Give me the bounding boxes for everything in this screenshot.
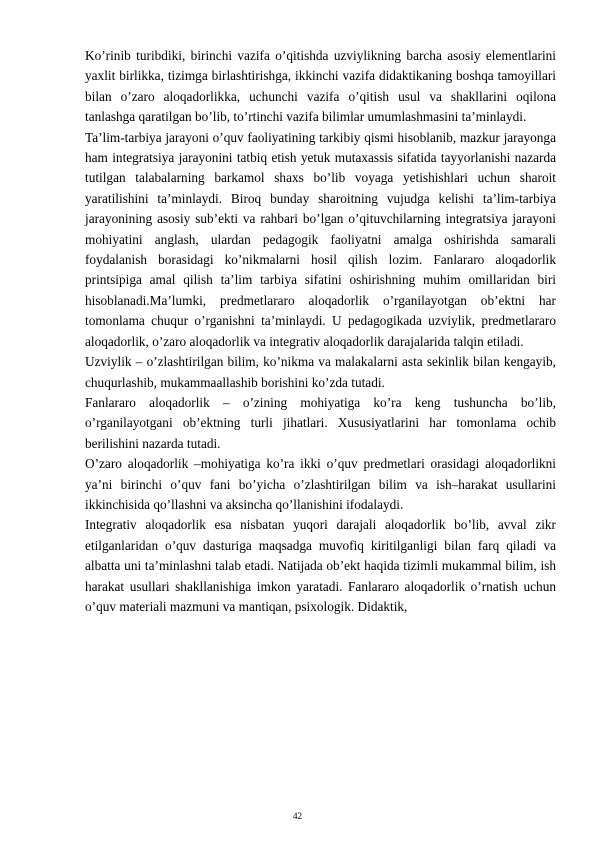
page-number: 42 (293, 811, 302, 821)
paragraph-6: Integrativ aloqadorlik esa nisbatan yuqori darajali aloqadorlik bo’lib, avval zikr etilganlaridan o’quv dasturiga maqsadga muvofiq kiritilganligi bilan farq qiladi va albatta uni ta’minlashni talab etadi. Natijada ob’ekt haqida tizimli mukammal bilim, ish harakat usullari shakllanishiga imkon yaratadi. Fanlararo aloqadorlik o’rnatish uchun o’quv materiali mazmuni va mantiqan, psixologik. Didaktik, (85, 517, 556, 614)
paragraph-2: Ta’lim-tarbiya jarayoni o’quv faoliyatining tarkibiy qismi hisoblanib, mazkur jarayonga ham integratsiya jarayonini tatbiq etish yetuk mutaxassis sifatida tayyorlanishi nazarda tutilgan talabalarning barkamol shaxs bo’lib voyaga yetishishlari uchun sharoit yaratilishini ta’minlaydi. Biroq bunday sharoitning vujudga kelishi ta’lim-tarbiya jarayonining asosiy sub’ekti va rahbari bo’lgan o’qituvchilarning integratsiya jarayoni mohiyatini anglash, ulardan pedagogik faoliyatni amalga oshirishda samarali foydalanish borasidagi ko’nikmalarni hosil qilish lozim. Fanlararo aloqadorlik printsipiga amal qilish ta’lim tarbiya sifatini oshirishning muhim omillaridan biri hisoblanadi.Ma’lumki, predmetlararo aloqadorlik o’rganilayotgan ob’ektni har tomonlama chuqur o’rganishni ta’minlaydi. U pedagogikada uzviylik, predmetlararo aloqadorlik, o’zaro aloqadorlik va integrativ aloqadorlik darajalarida talqin etiladi. (85, 129, 556, 349)
body-text (85, 46, 556, 617)
paragraph-1: Ko’rinib turibdiki, birinchi vazifa o’qitishda uzviylikning barcha asosiy elementlarini yaxlit birlikka, tizimga birlashtirishga, ikkinchi vazifa didaktikaning boshqa tamoyillari bilan o’zaro aloqadorlikka, uchunchi vazifa o’qitish usul va shakllarini oqilona tanlashga qaratilgan bo’lib, to’rtinchi vazifa bilimlar umumlashmasini ta’minlaydi. (85, 48, 556, 125)
paragraph-4: Fanlararo aloqadorlik – o’zining mohiyatiga ko’ra keng tushuncha bo’lib, o’rganilayotgani ob’ektning turli jihatlari. Xususiyatlarini har tomonlama ochib berilishini nazarda tutadi. (85, 394, 556, 451)
paragraph-3: Uzviylik – o’zlashtirilgan bilim, ko’nikma va malakalarni asta sekinlik bilan kengayib, chuqurlashib, mukammaallashib borishini ko’zda tutadi. (85, 354, 556, 390)
paragraph-5: O’zaro aloqadorlik –mohiyatiga ko’ra ikki o’quv predmetlari orasidagi aloqadorlikni ya’ni birinchi o’quv fani bo’yicha o’zlashtirilgan bilim va ish–harakat usullarini ikkinchisida qo’llashni va aksincha qo’llanishini ifodalaydi. (85, 456, 556, 512)
